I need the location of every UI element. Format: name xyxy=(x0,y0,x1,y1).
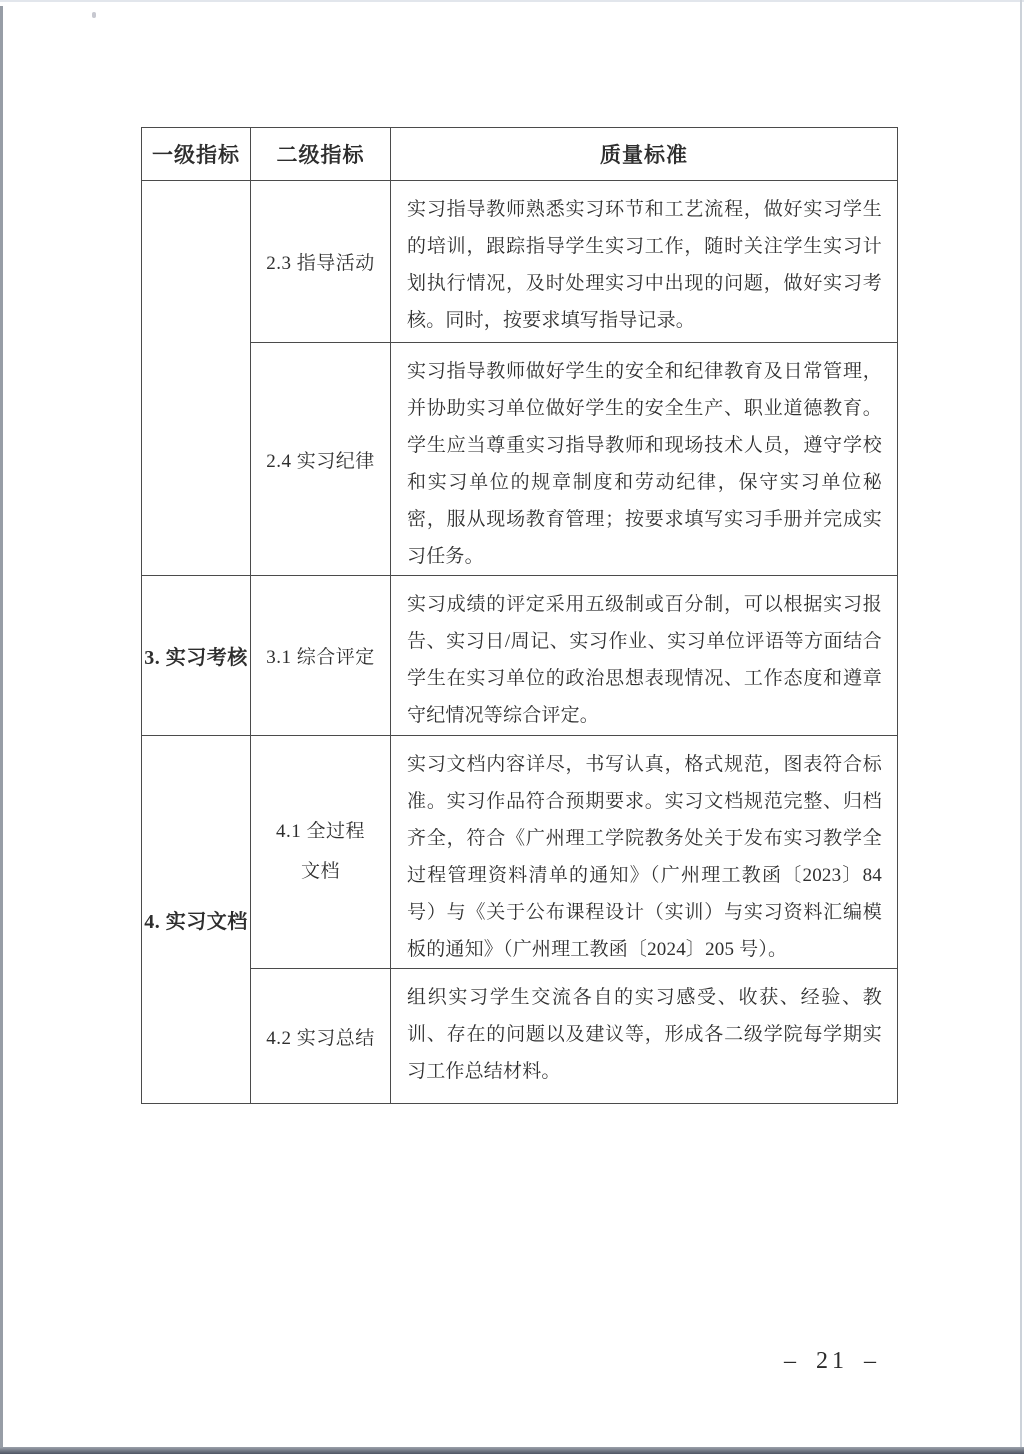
level2-label: 3.1 综合评定 xyxy=(266,647,375,668)
level2-cell-2-4 xyxy=(251,343,391,576)
level1-cell-3: 3. 实习考核 xyxy=(142,576,251,736)
level2-cell-4-2 xyxy=(251,969,391,1104)
header-standard: 质量标准 xyxy=(391,128,898,181)
level2-cell-3-1 xyxy=(251,576,391,736)
standard-cell-4-2 xyxy=(391,969,898,1104)
level1-cell-empty xyxy=(142,181,251,576)
level2-label: 4.2 实习总结 xyxy=(266,1027,375,1049)
level1-cell-4: 4. 实习文档 xyxy=(142,736,251,1104)
standard-text: 实习指导教师熟悉实习环节和工艺流程，做好实习学生的培训，跟踪指导学生实习工作，随时关注学生实习计划执行情况，及时处理实习中出现的问题，做好实习考核。同时，按要求填写指导记录。 xyxy=(407,199,882,331)
level2-label: 2.3 指导活动 xyxy=(266,253,375,274)
table-row-3-1 xyxy=(142,576,898,736)
table-row-2-4 xyxy=(142,343,898,576)
scan-edge-left xyxy=(0,6,3,1454)
table-row-2-3 xyxy=(142,181,898,343)
header-level1: 一级指标 xyxy=(142,128,251,181)
level2-cell-2-3 xyxy=(251,181,391,343)
quality-standards-table xyxy=(141,127,898,1104)
standard-cell-4-1 xyxy=(391,736,898,969)
header-level2: 二级指标 xyxy=(251,128,391,181)
quality-standards-table-wrap xyxy=(141,127,898,1104)
table-row-4-2 xyxy=(142,969,898,1104)
scan-edge-bottom xyxy=(0,1447,1024,1454)
standard-text: 实习指导教师做好学生的安全和纪律教育及日常管理，并协助实习单位做好学生的安全生产、职业道德教育。学生应当尊重实习指导教师和现场技术人员，遵守学校和实习单位的规章制度和劳动纪律，保守实习单位秘密，服从现场教育管理；按要求填写实习手册并完成实习任务。 xyxy=(407,361,882,567)
standard-text: 实习成绩的评定采用五级制或百分制，可以根据实习报告、实习日/周记、实习作业、实习单位评语等方面结合学生在实习单位的政治思想表现情况、工作态度和遵章守纪情况等综合评定。 xyxy=(407,594,882,726)
table-header-row xyxy=(142,128,898,181)
scan-edge-top xyxy=(0,0,1024,2)
scan-edge-right xyxy=(1020,0,1022,1454)
standard-text: 实习文档内容详尽，书写认真，格式规范，图表符合标准。实习作品符合预期要求。实习文档规范完整、归档齐全，符合《广州理工学院教务处关于发布实习教学全过程管理资料清单的通知》（广州理工教函〔2023〕84 号）与《关于公布课程设计（实训）与实习资料汇编模板的通知》（广州理工教函〔2024〕205 号）。 xyxy=(407,754,882,960)
table-row-4-1 xyxy=(142,736,898,969)
standard-cell-3-1 xyxy=(391,576,898,736)
scan-artifact-dot xyxy=(92,12,96,18)
standard-text: 组织实习学生交流各自的实习感受、收获、经验、教训、存在的问题以及建议等，形成各二级学院每学期实习工作总结材料。 xyxy=(407,987,882,1082)
level2-label: 4.1 全过程文档 xyxy=(275,821,365,882)
standard-cell-2-4 xyxy=(391,343,898,576)
level2-label: 2.4 实习纪律 xyxy=(266,450,375,472)
standard-cell-2-3 xyxy=(391,181,898,343)
level2-cell-4-1 xyxy=(251,736,391,969)
page-number: – 21 – xyxy=(784,1348,880,1374)
